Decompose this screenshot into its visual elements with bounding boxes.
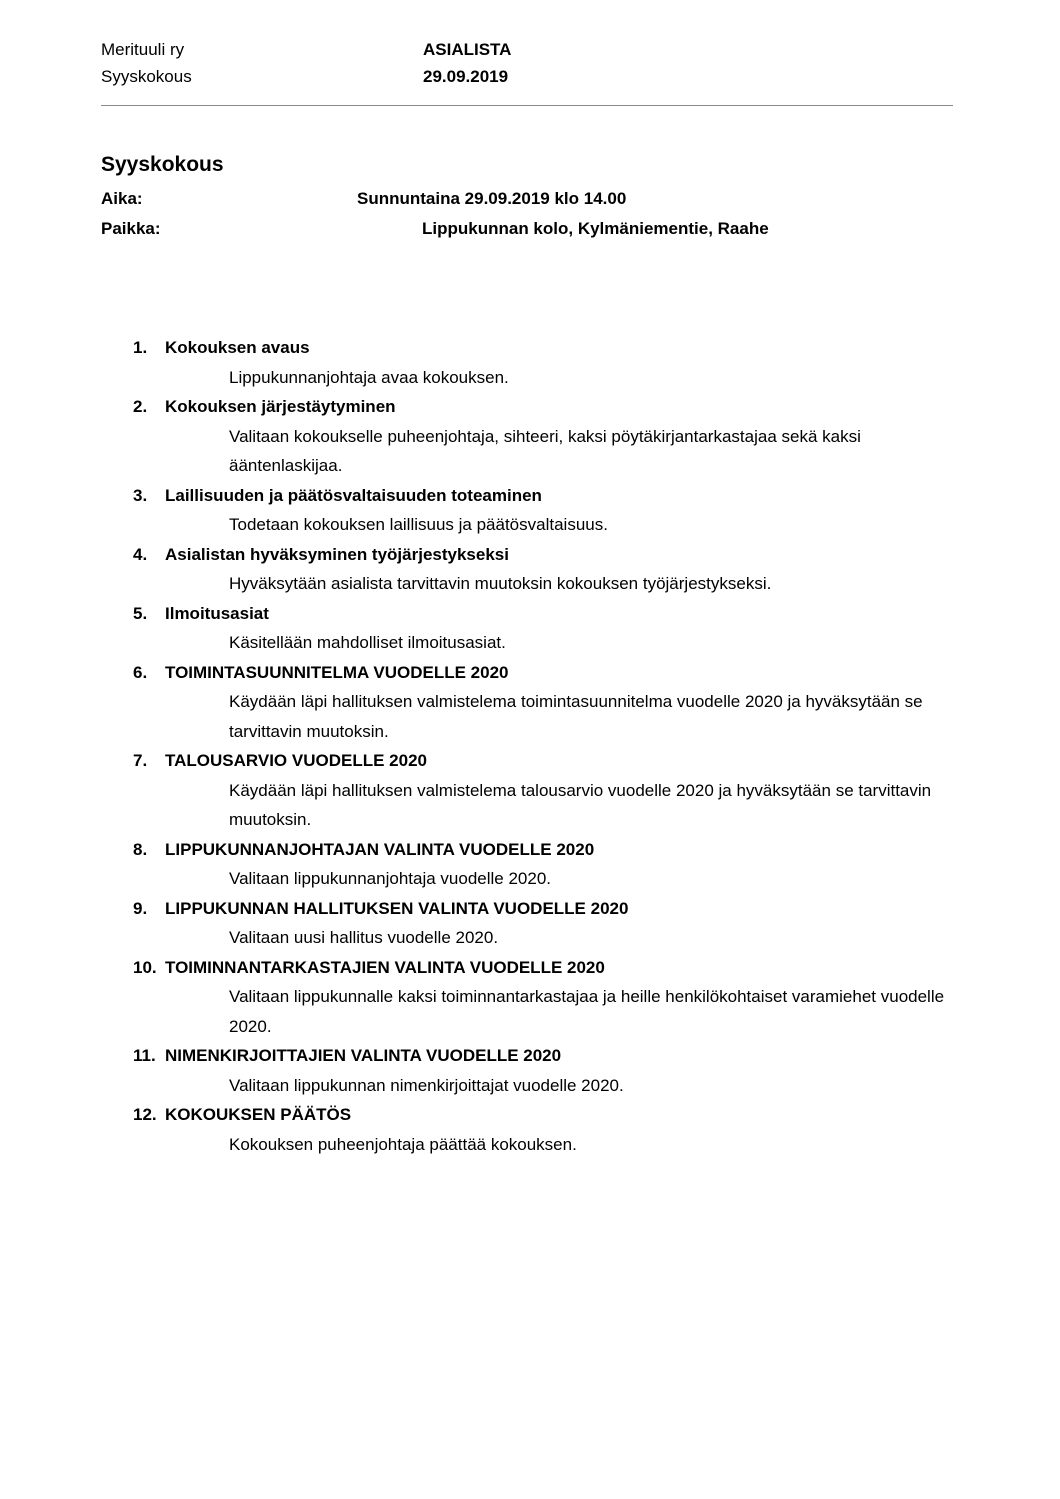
agenda-item [0,894,1060,953]
agenda-item-description: Kokouksen puheenjohtaja päättää kokouksen. [229,1134,577,1154]
agenda-item-number: 1. [133,338,148,357]
header-date: 29.09.2019 [423,67,509,86]
agenda-item-description: Hyväksytään asialista tarvittavin muutoksin kokouksen työjärjestykseksi. [229,574,772,593]
agenda-item-description: Valitaan lippukunnalle kaksi toiminnantarkastajaa ja heille henkilökohtaiset varamiehet vuodelle 2020. [229,987,945,1036]
agenda-item-title: TOIMINTASUUNNITELMA VUODELLE 2020 [165,662,509,682]
agenda-item [0,658,1060,747]
agenda-item [0,1100,1060,1159]
agenda-item [0,599,1060,658]
agenda-item-title: Kokouksen avaus [165,338,310,357]
agenda-item-title: Ilmoitusasiat [165,603,269,623]
agenda-item-description: Lippukunnanjohtaja avaa kokouksen. [229,367,509,387]
agenda-item-description: Valitaan lippukunnan nimenkirjoittajat vuodelle 2020. [229,1075,624,1095]
header-meeting-type: Syyskokous [101,67,192,86]
document-title: Syyskokous [101,153,224,176]
time-value: Sunnuntaina 29.09.2019 klo 14.00 [357,189,627,208]
agenda-item [0,746,1060,835]
agenda-item-title: Asialistan hyväksyminen työjärjestykseksi [165,544,509,564]
agenda-item-number: 5. [133,603,148,623]
agenda-item-title: NIMENKIRJOITTAJIEN VALINTA VUODELLE 2020 [165,1046,562,1065]
agenda-item-title: LIPPUKUNNAN HALLITUKSEN VALINTA VUODELLE 2020 [165,898,629,918]
header-divider [101,105,953,106]
agenda-item-number: 3. [133,485,148,505]
agenda-item-number: 6. [133,662,148,682]
time-label: Aika: [101,189,143,208]
agenda-item-title: Laillisuuden ja päätösvaltaisuuden toteaminen [165,485,542,505]
header-doc-type: ASIALISTA [423,40,512,59]
agenda-item-title: KOKOUKSEN PÄÄTÖS [165,1105,352,1124]
agenda-item-number: 10. [133,957,157,977]
agenda-item-description: Todetaan kokouksen laillisuus ja päätösvaltaisuus. [229,515,608,534]
agenda-item [0,392,1060,481]
agenda-item-number: 9. [133,898,148,918]
agenda-item-description: Valitaan kokoukselle puheenjohtaja, sihteeri, kaksi pöytäkirjantarkastajaa sekä kaksi ääntenlaskijaa. [229,426,861,475]
agenda-item [0,1041,1060,1100]
agenda-item-number: 11. [133,1046,156,1065]
agenda-item-number: 2. [133,397,148,416]
agenda-item-title: LIPPUKUNNANJOHTAJAN VALINTA VUODELLE 2020 [165,839,595,859]
agenda-list [0,333,1060,1159]
agenda-item-title: TALOUSARVIO VUODELLE 2020 [165,751,427,770]
place-label: Paikka: [101,219,161,238]
header-left [101,36,192,90]
header-right [423,36,511,90]
agenda-item [0,333,1060,392]
agenda-item-title: TOIMINNANTARKASTAJIEN VALINTA VUODELLE 2020 [165,957,605,977]
agenda-item-description: Valitaan lippukunnanjohtaja vuodelle 2020. [229,869,551,888]
agenda-item-description: Käydään läpi hallituksen valmistelema talousarvio vuodelle 2020 ja hyväksytään se tarvittavin muutoksin. [229,780,932,829]
header-org: Merituuli ry [101,40,185,59]
agenda-item [0,835,1060,894]
agenda-item-number: 7. [133,751,148,770]
agenda-item-number: 4. [133,544,148,564]
agenda-item-description: Valitaan uusi hallitus vuodelle 2020. [229,928,499,947]
place-value: Lippukunnan kolo, Kylmäniementie, Raahe [422,219,769,238]
agenda-item-number: 8. [133,839,148,859]
agenda-item-title: Kokouksen järjestäytyminen [165,397,396,416]
agenda-item-description: Käsitellään mahdolliset ilmoitusasiat. [229,633,506,652]
agenda-item [0,953,1060,1042]
agenda-item-number: 12. [133,1105,157,1124]
agenda-item [0,481,1060,540]
agenda-item [0,540,1060,599]
agenda-item-description: Käydään läpi hallituksen valmistelema toimintasuunnitelma vuodelle 2020 ja hyväksytään se tarvittavin muutoksin. [229,692,923,741]
